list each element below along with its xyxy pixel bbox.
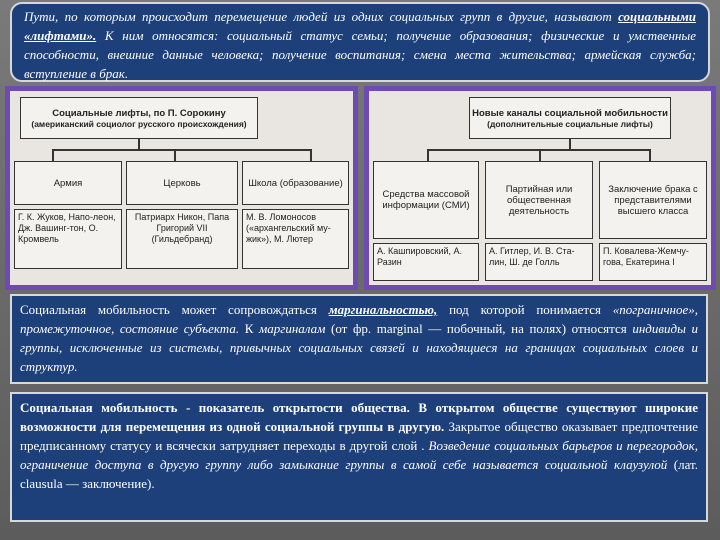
lift-church: Церковь	[126, 161, 238, 205]
new-channels-header-box	[469, 97, 671, 139]
lift-school-examples: М. В. Ломоносов («архангельский му-жик»), М. Лютер	[242, 209, 349, 269]
connector	[427, 149, 429, 161]
channel-marriage: Заключение брака с представителями высшего класса	[599, 161, 707, 239]
channel-marriage-examples: П. Ковалева-Жемчу-гова, Екатерина I	[599, 243, 707, 281]
marginality-text: Социальная мобильность может сопровождаться маргинальностью, под которой понимается «пограничное», промежуточное, состояние субъекта. К маргиналам (от фр. marginal — побочный, на полях) относятся индивиды и группы, исключенные из системы, привычных социальных связей и находящиеся на границах социальных слоев и структур.	[20, 302, 699, 374]
lift-army-examples: Г. К. Жуков, Напо-леон, Дж. Вашинг-тон, О. Кромвель	[14, 209, 122, 269]
connector	[52, 149, 310, 151]
openness-text: Социальная мобильность - показатель открытости общества. В открытом обществе существуют широкие возможности для перемещения из одной социальной группы в другую. Закрытое общество оказывает предпочтение предписанному статусу и всячески затрудняет переходы в другой слой . Возведение социальных барьеров и перегородок, ограничение доступа в другую группу либо замыкание группы в самой себе называется социальной клаузулой (лат. clausula — заключение).	[20, 400, 698, 491]
lift-school: Школа (образование)	[242, 161, 349, 205]
lift-army: Армия	[14, 161, 122, 205]
channel-media-examples: А. Кашпировский, А. Разин	[373, 243, 479, 281]
lift-church-examples: Патриарх Никон, Папа Григорий VII (Гильдебранд)	[126, 209, 238, 269]
openness-bold: Социальная мобильность - показатель открытости общества. В открытом обществе существуют широкие возможности для перемещения из одной социальной группы в другую.	[20, 400, 698, 434]
channel-party-examples: А. Гитлер, И. В. Ста-лин, Ш. де Голль	[485, 243, 593, 281]
new-channels-subtitle: (дополнительные социальные лифты)	[487, 118, 653, 129]
openness-panel	[10, 392, 708, 522]
intro-text	[24, 7, 696, 83]
connector	[539, 149, 541, 161]
connector	[427, 149, 649, 151]
intro-text-part-1: Пути, по которым происходит перемещение людей из одних социальных групп в другие, называют	[24, 9, 619, 24]
social-lifts-term: социальными «лифтами».	[24, 9, 696, 43]
marginality-term: маргинальностью,	[328, 302, 438, 317]
intro-text-part-2: К ним относятся: социальный статус семьи; получение образования; физические и умственные способности, внешние данные человека; получение воспитания; смена места жительства; армейская служба; вступление в брак.	[24, 28, 696, 81]
connector	[52, 149, 54, 161]
channel-party: Партийная или общественная деятельность	[485, 161, 593, 239]
channel-media: Средства массовой информации (СМИ)	[373, 161, 479, 239]
connector	[569, 139, 571, 149]
connector	[649, 149, 651, 161]
sorokin-title: Социальные лифты, по П. Сорокину	[52, 107, 226, 119]
sorokin-subtitle: (американский социолог русского происхождения)	[31, 118, 247, 129]
connector	[174, 149, 176, 161]
connector	[138, 139, 140, 149]
new-channels-diagram	[364, 86, 716, 290]
marginality-panel	[10, 294, 708, 384]
marginals-term: маргиналам	[258, 321, 326, 336]
new-channels-title: Новые каналы социальной мобильности	[472, 107, 668, 119]
sorokin-header-box	[20, 97, 258, 139]
connector	[310, 149, 312, 161]
sorokin-lifts-diagram	[5, 86, 358, 290]
intro-panel	[10, 2, 710, 82]
